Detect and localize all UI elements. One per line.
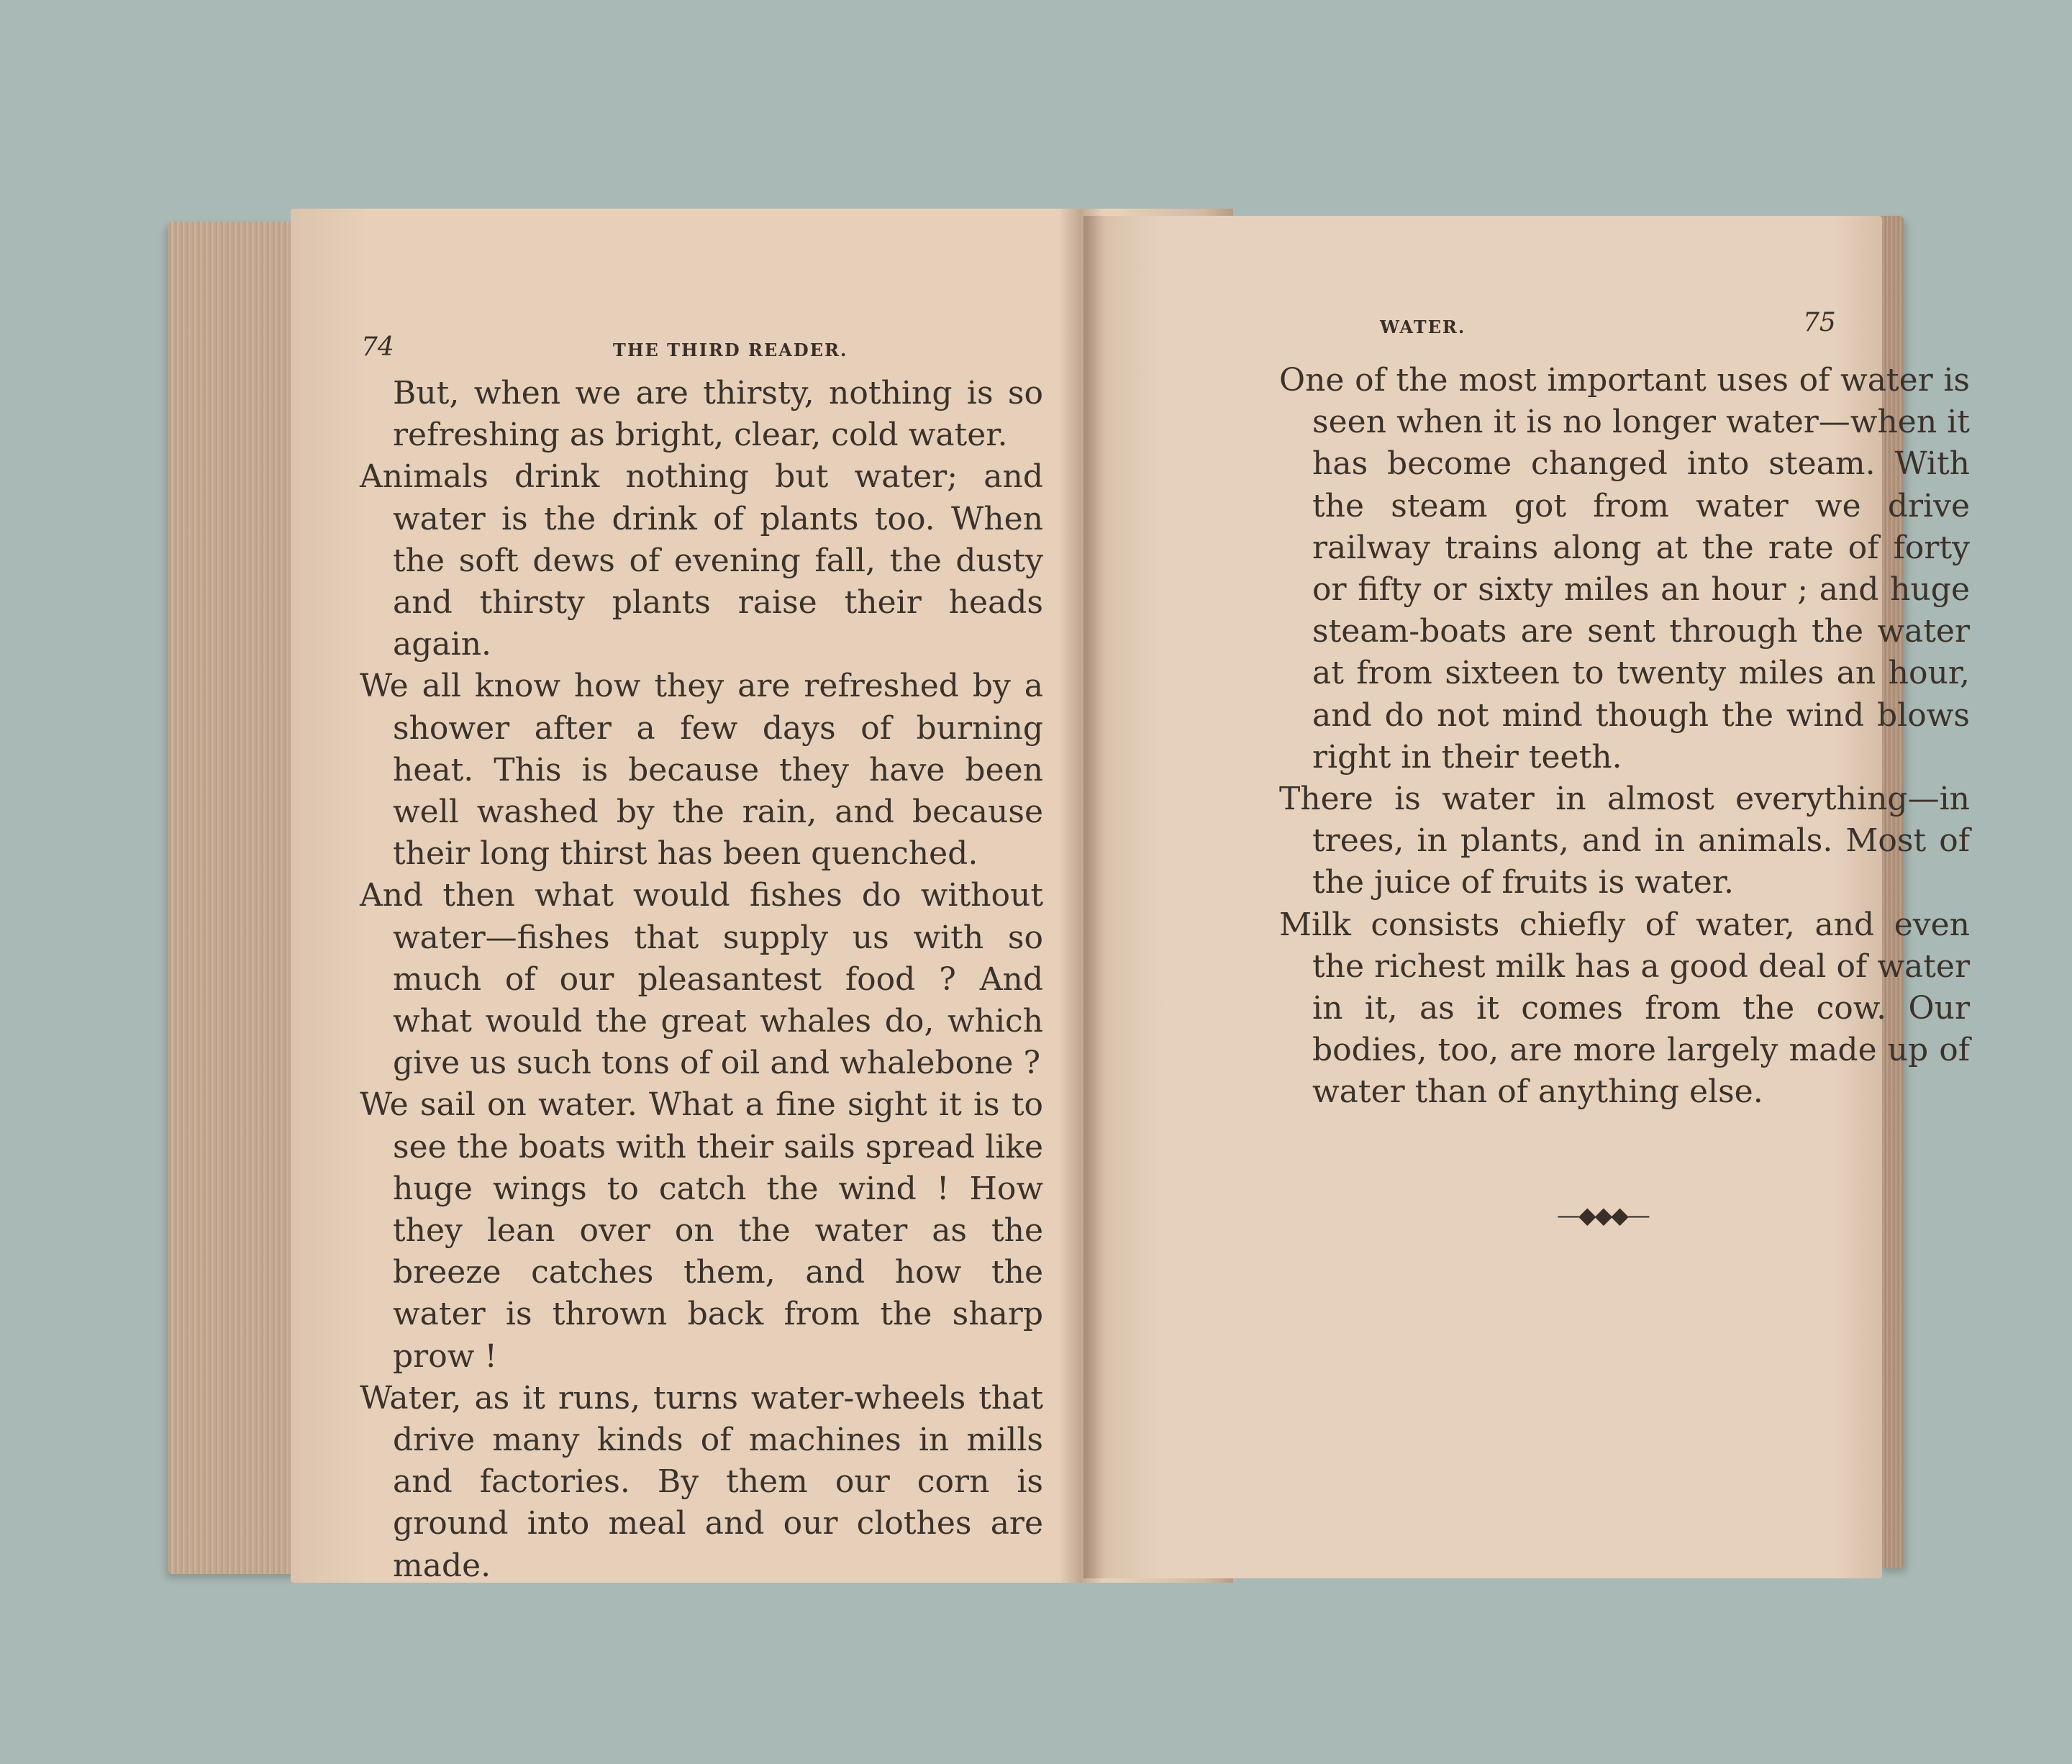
right-page-number: 75	[1803, 308, 1836, 337]
left-page-number: 74	[361, 332, 394, 362]
right-page	[1083, 216, 1970, 1578]
right-text-block	[1279, 360, 1970, 1114]
paragraph: There is water in almost everything—in trees, in plants, and in animals. Most of the juice of fruits is water.	[1279, 781, 1970, 901]
paragraph: Water, as it runs, turns water-wheels that drive many kinds of machines in mills and factories. By them our corn is ground into meal and our clothes are made.	[360, 1379, 1043, 1584]
page-edges-left	[168, 222, 298, 1574]
left-running-head: THE THIRD READER.	[613, 340, 848, 360]
paragraph: Animals drink nothing but water; and water is the drink of plants too. When the soft dews of evening fall, the dusty and thirsty plants raise their heads again.	[360, 458, 1043, 663]
right-running-head: WATER.	[1380, 317, 1466, 337]
left-text-block	[360, 373, 1043, 1587]
paragraph: Milk consists chiefly of water, and even the richest milk has a good deal of water in it, as it comes from the cow. Our bodies, too, are more largely made up of water than of anything else.	[1279, 906, 1970, 1111]
paragraph: One of the most important uses of water is seen when it is no longer water—when it has become changed into steam. With the steam got from water we drive railway trains along at the rate of forty or fifty or sixty miles an hour ; and huge steam-boats are sent through the water at from sixteen to twenty miles an hour, and do not mind though the wind blows right in their teeth.	[1279, 362, 1970, 776]
open-book	[168, 201, 1970, 1584]
paragraph: But, when we are thirsty, nothing is so refreshing as bright, clear, cold water.	[393, 375, 1043, 454]
paragraph: We all know how they are refreshed by a shower after a few days of burning heat. This is because they have been well washed by the rain, and because their long thirst has been quenched.	[360, 668, 1043, 873]
paragraph: And then what would fishes do without water—fishes that supply us with so much of our pleasantest food ? And what would the great whales do, which give us such tons of oil and whalebone ?	[360, 877, 1043, 1082]
paragraph: We sail on water. What a fine sight it is to see the boats with their sails spread like huge wings to catch the wind ! How they lean over on the water as the breeze catches them, and how the water is thrown back from the sharp prow !	[360, 1086, 1043, 1375]
gutter-shadow	[1059, 209, 1102, 1583]
ornament-divider: —◆◆◆—	[1557, 1201, 1649, 1229]
